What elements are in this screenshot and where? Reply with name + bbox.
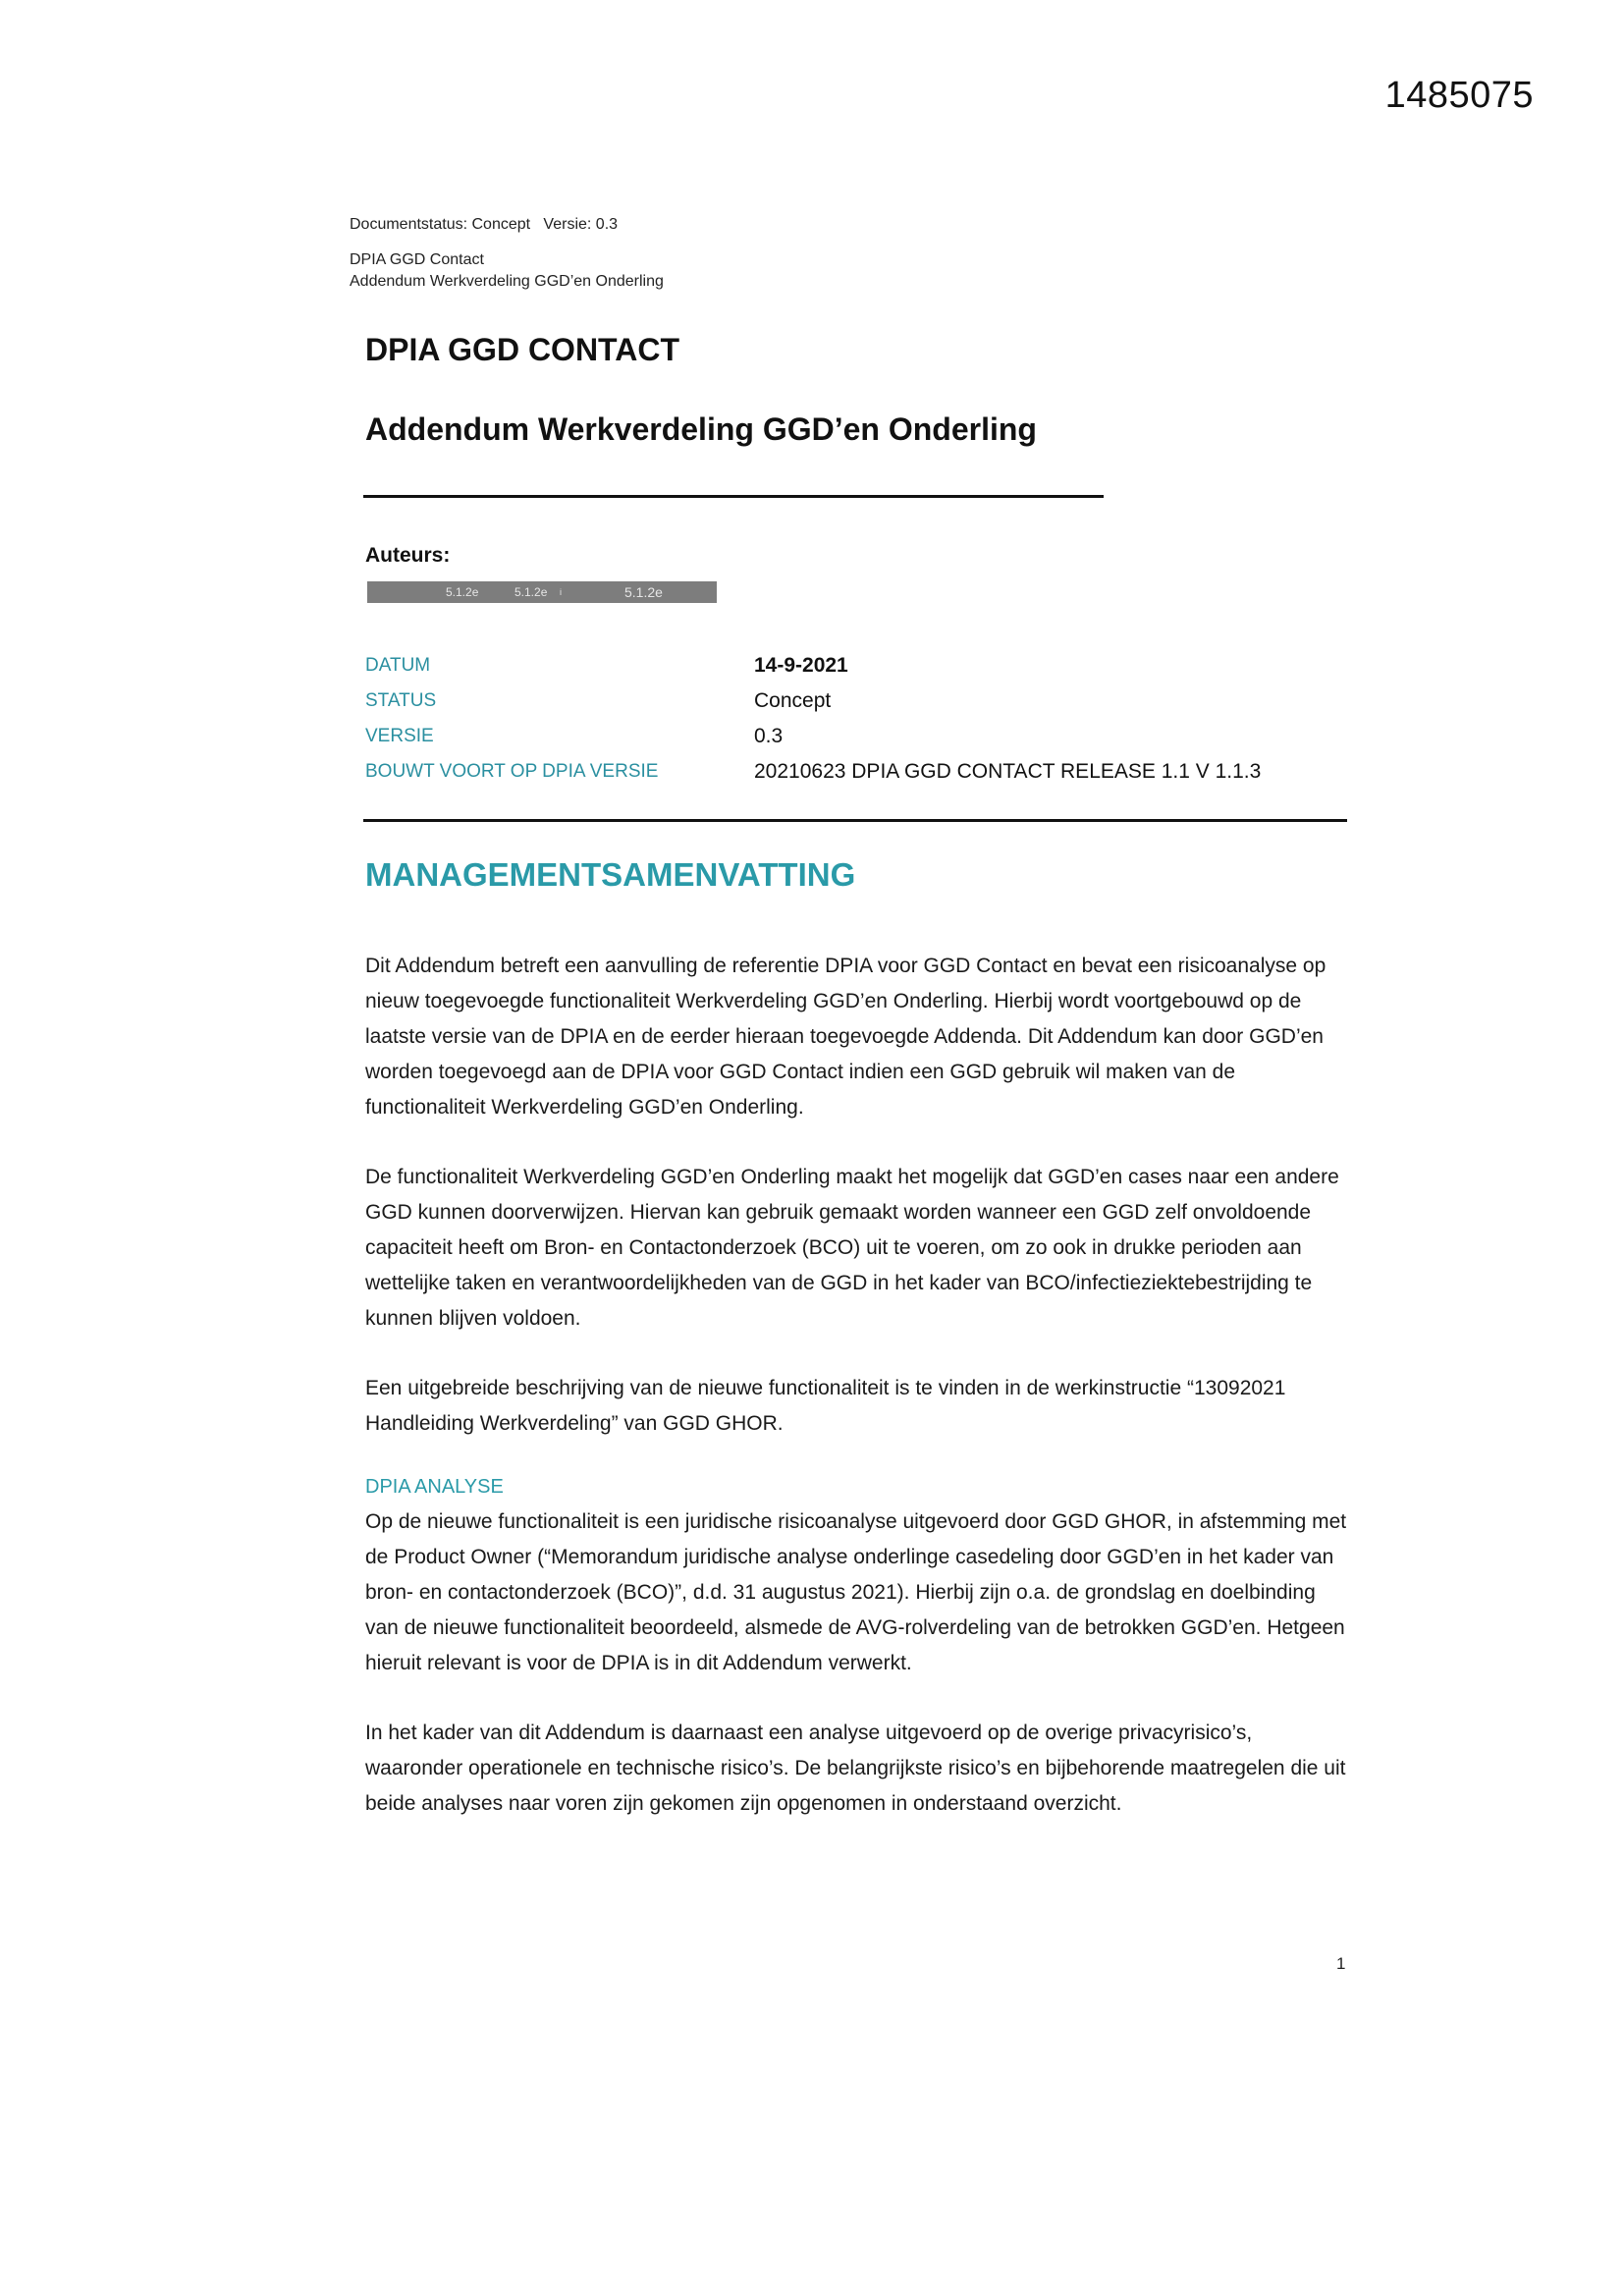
meta-status-value: Concept xyxy=(754,689,832,712)
summary-paragraph-2: De functionaliteit Werkverdeling GGD’en Onderling maakt het mogelijk dat GGD’en cases naar een andere GGD kunnen doorverwijzen. Hiervan kan gebruik gemaakt worden wanneer een GGD zelf onvoldoende capaciteit heeft om Bron- en Contactonderzoek (BCO) uit te voeren, om zo ook in drukke perioden aan wettelijke taken en verantwoordelijkheden van de GGD in het kader van BCO/infectieziektebestrijding te kunnen blijven voldoen. xyxy=(365,1166,1339,1330)
summary-body xyxy=(365,949,1347,1822)
metadata-divider xyxy=(363,819,1347,822)
meta-version-label: VERSIE xyxy=(365,726,434,746)
header-addendum-name: Addendum Werkverdeling GGD’en Onderling xyxy=(350,273,664,290)
document-metadata-table xyxy=(365,648,1327,790)
summary-paragraph-1: Dit Addendum betreft een aanvulling de referentie DPIA voor GGD Contact en bevat een risicoanalyse op nieuw toegevoegde functionaliteit Werkverdeling GGD’en Onderling. Hierbij wordt voortgebouwd op de laatste versie van de DPIA en de eerder hieraan toegevoegde Addenda. Dit Addendum kan door GGD’en worden toegevoegd aan de DPIA voor GGD Contact indien een GGD gebruik wil maken van de functionaliteit Werkverdeling GGD’en Onderling. xyxy=(365,955,1326,1119)
subheading-dpia-analyse: DPIA ANALYSE xyxy=(365,1476,504,1498)
document-title: DPIA GGD CONTACT xyxy=(365,332,679,367)
meta-row-builds-on xyxy=(365,754,1327,790)
redaction-code-3: i xyxy=(560,587,562,597)
title-divider xyxy=(363,495,1104,498)
summary-paragraph-5: In het kader van dit Addendum is daarnaast een analyse uitgevoerd op de overige privacyrisico’s, waaronder operationele en technische risico’s. De belangrijkste risico’s en bijbehorende maatregelen die uit beide analyses naar voren zijn gekomen zijn opgenomen in onderstaand overzicht. xyxy=(365,1722,1346,1815)
page-number: 1 xyxy=(1336,1954,1346,1973)
header-doc-name: DPIA GGD Contact xyxy=(350,251,484,268)
title-block xyxy=(365,332,1037,448)
summary-paragraph-4: Op de nieuwe functionaliteit is een juridische risicoanalyse uitgevoerd door GGD GHOR, in afstemming met de Product Owner (“Memorandum juridische analyse onderlinge casedeling door GGD’en in het kader van bron- en contactonderzoek (BCO)”, d.d. 31 augustus 2021). Hierbij zijn o.a. de grondslag en doelbinding van de nieuwe functionaliteit beoordeeld, alsmede de AVG-rolverdeling van de betrokken GGD’en. Hetgeen hieruit relevant is voor de DPIA is in dit Addendum verwerkt. xyxy=(365,1510,1347,1674)
meta-row-status xyxy=(365,683,1327,719)
authors-redaction-bar xyxy=(367,581,717,603)
authors-label: Auteurs: xyxy=(365,544,451,567)
meta-date-label: DATUM xyxy=(365,655,431,676)
meta-row-date xyxy=(365,648,1327,683)
section-heading-summary: MANAGEMENTSAMENVATTING xyxy=(365,856,856,893)
meta-status-label: STATUS xyxy=(365,690,437,711)
document-subtitle: Addendum Werkverdeling GGD’en Onderling xyxy=(365,411,1037,447)
summary-paragraph-3: Een uitgebreide beschrijving van de nieuwe functionaliteit is te vinden in de werkinstructie “13092021 Handleiding Werkverdeling” van GGD GHOR. xyxy=(365,1377,1286,1435)
meta-builds-on-value: 20210623 DPIA GGD CONTACT RELEASE 1.1 V 1.1.3 xyxy=(754,760,1262,783)
header-status-line: Documentstatus: Concept Versie: 0.3 xyxy=(350,216,619,233)
running-header xyxy=(350,214,664,293)
meta-date-value: 14-9-2021 xyxy=(754,654,848,677)
redaction-code-1: 5.1.2e xyxy=(446,585,479,599)
redaction-code-4: 5.1.2e xyxy=(624,584,663,600)
redaction-code-2: 5.1.2e xyxy=(514,585,548,599)
meta-version-value: 0.3 xyxy=(754,725,784,747)
meta-builds-on-label: BOUWT VOORT OP DPIA VERSIE xyxy=(365,761,659,782)
meta-row-version xyxy=(365,719,1327,754)
document-id: 1485075 xyxy=(1384,75,1534,116)
